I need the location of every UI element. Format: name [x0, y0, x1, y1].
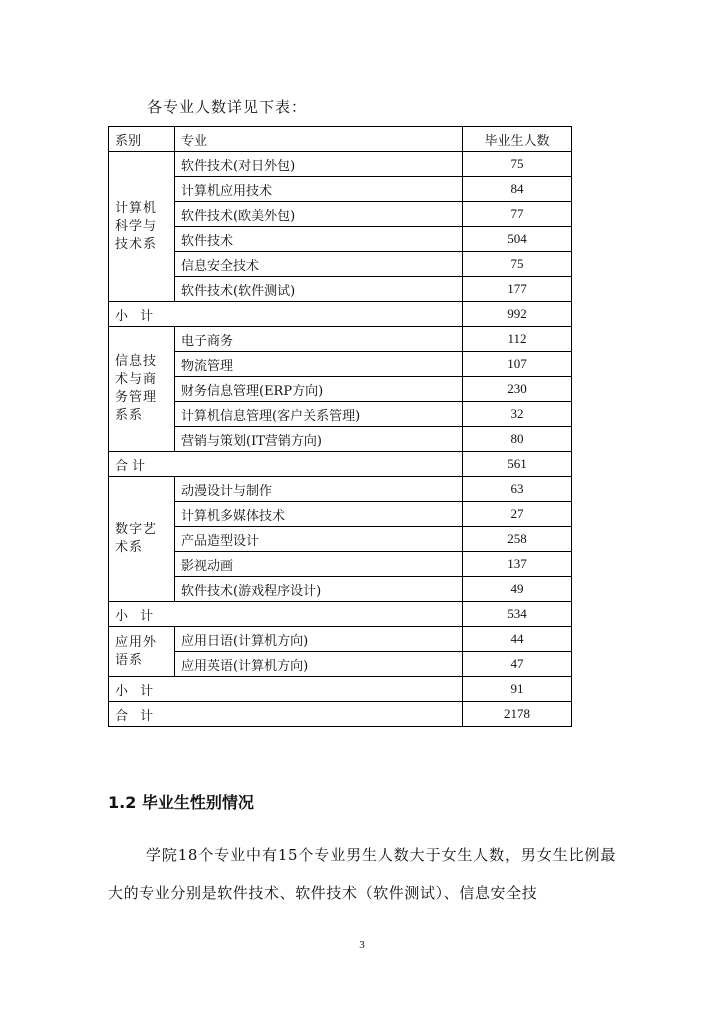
- major-cell: 营销与策划(IT营销方向): [175, 427, 463, 452]
- count-cell: 84: [463, 177, 572, 202]
- graduates-table: [108, 126, 572, 727]
- total-row: [109, 702, 572, 727]
- table-row: [109, 652, 572, 677]
- major-cell: 计算机信息管理(客户关系管理): [175, 402, 463, 427]
- dept-cell: 数字艺术系: [109, 477, 175, 602]
- count-cell: 230: [463, 377, 572, 402]
- major-cell: 动漫设计与制作: [175, 477, 463, 502]
- subtotal-label: 小 计: [109, 602, 463, 627]
- table-row: [109, 177, 572, 202]
- major-cell: 产品造型设计: [175, 527, 463, 552]
- subtotal-value: 992: [463, 302, 572, 327]
- table-intro: 各专业人数详见下表：: [147, 98, 308, 116]
- count-cell: 137: [463, 552, 572, 577]
- count-cell: 32: [463, 402, 572, 427]
- subtotal-value: 534: [463, 602, 572, 627]
- count-cell: 75: [463, 252, 572, 277]
- subtotal-row: [109, 602, 572, 627]
- subtotal-label: 小 计: [109, 677, 463, 702]
- dept-cell: 应用外语系: [109, 627, 175, 677]
- major-cell: 应用英语(计算机方向): [175, 652, 463, 677]
- table-row: [109, 277, 572, 302]
- header-count: 毕业生人数: [463, 127, 572, 152]
- major-cell: 软件技术: [175, 227, 463, 252]
- count-cell: 80: [463, 427, 572, 452]
- count-cell: 63: [463, 477, 572, 502]
- count-cell: 49: [463, 577, 572, 602]
- table-header-row: [109, 127, 572, 152]
- table-row: [109, 427, 572, 452]
- header-dept: 系别: [109, 127, 175, 152]
- table-row: [109, 152, 572, 177]
- subtotal-row: [109, 677, 572, 702]
- table-row: [109, 202, 572, 227]
- table-row: [109, 627, 572, 652]
- count-cell: 44: [463, 627, 572, 652]
- table-row: [109, 577, 572, 602]
- subtotal-label: 合计: [109, 452, 463, 477]
- major-cell: 软件技术(对日外包): [175, 152, 463, 177]
- major-cell: 物流管理: [175, 352, 463, 377]
- subtotal-value: 91: [463, 677, 572, 702]
- table-row: [109, 527, 572, 552]
- table-row: [109, 402, 572, 427]
- dept-cell: 信息技术与商务管理系系: [109, 327, 175, 452]
- major-cell: 计算机应用技术: [175, 177, 463, 202]
- count-cell: 75: [463, 152, 572, 177]
- count-cell: 47: [463, 652, 572, 677]
- header-major: 专业: [175, 127, 463, 152]
- subtotal-row: [109, 452, 572, 477]
- subtotal-value: 561: [463, 452, 572, 477]
- count-cell: 77: [463, 202, 572, 227]
- count-cell: 258: [463, 527, 572, 552]
- major-cell: 软件技术(游戏程序设计): [175, 577, 463, 602]
- major-cell: 电子商务: [175, 327, 463, 352]
- table-row: [109, 227, 572, 252]
- table-row: [109, 352, 572, 377]
- page-number: 3: [359, 939, 365, 951]
- count-cell: 504: [463, 227, 572, 252]
- major-cell: 财务信息管理(ERP方向): [175, 377, 463, 402]
- major-cell: 应用日语(计算机方向): [175, 627, 463, 652]
- dept-cell: 计算机科学与技术系: [109, 152, 175, 302]
- major-cell: 信息安全技术: [175, 252, 463, 277]
- subtotal-row: [109, 302, 572, 327]
- count-cell: 112: [463, 327, 572, 352]
- table-row: [109, 327, 572, 352]
- count-cell: 107: [463, 352, 572, 377]
- major-cell: 影视动画: [175, 552, 463, 577]
- table-row: [109, 502, 572, 527]
- total-label: 合 计: [109, 702, 463, 727]
- major-cell: 软件技术(欧美外包): [175, 202, 463, 227]
- major-cell: 软件技术(软件测试): [175, 277, 463, 302]
- table-row: [109, 252, 572, 277]
- table-row: [109, 377, 572, 402]
- section-title: 1.2 毕业生性别情况: [108, 793, 254, 812]
- table-row: [109, 552, 572, 577]
- count-cell: 27: [463, 502, 572, 527]
- major-cell: 计算机多媒体技术: [175, 502, 463, 527]
- total-value: 2178: [463, 702, 572, 727]
- subtotal-label: 小 计: [109, 302, 463, 327]
- section-paragraph: 学院18个专业中有15个专业男生人数大于女生人数，男女生比例最大的专业分别是软件技术、软件技术（软件测试）、信息安全技: [108, 846, 616, 902]
- table-row: [109, 477, 572, 502]
- count-cell: 177: [463, 277, 572, 302]
